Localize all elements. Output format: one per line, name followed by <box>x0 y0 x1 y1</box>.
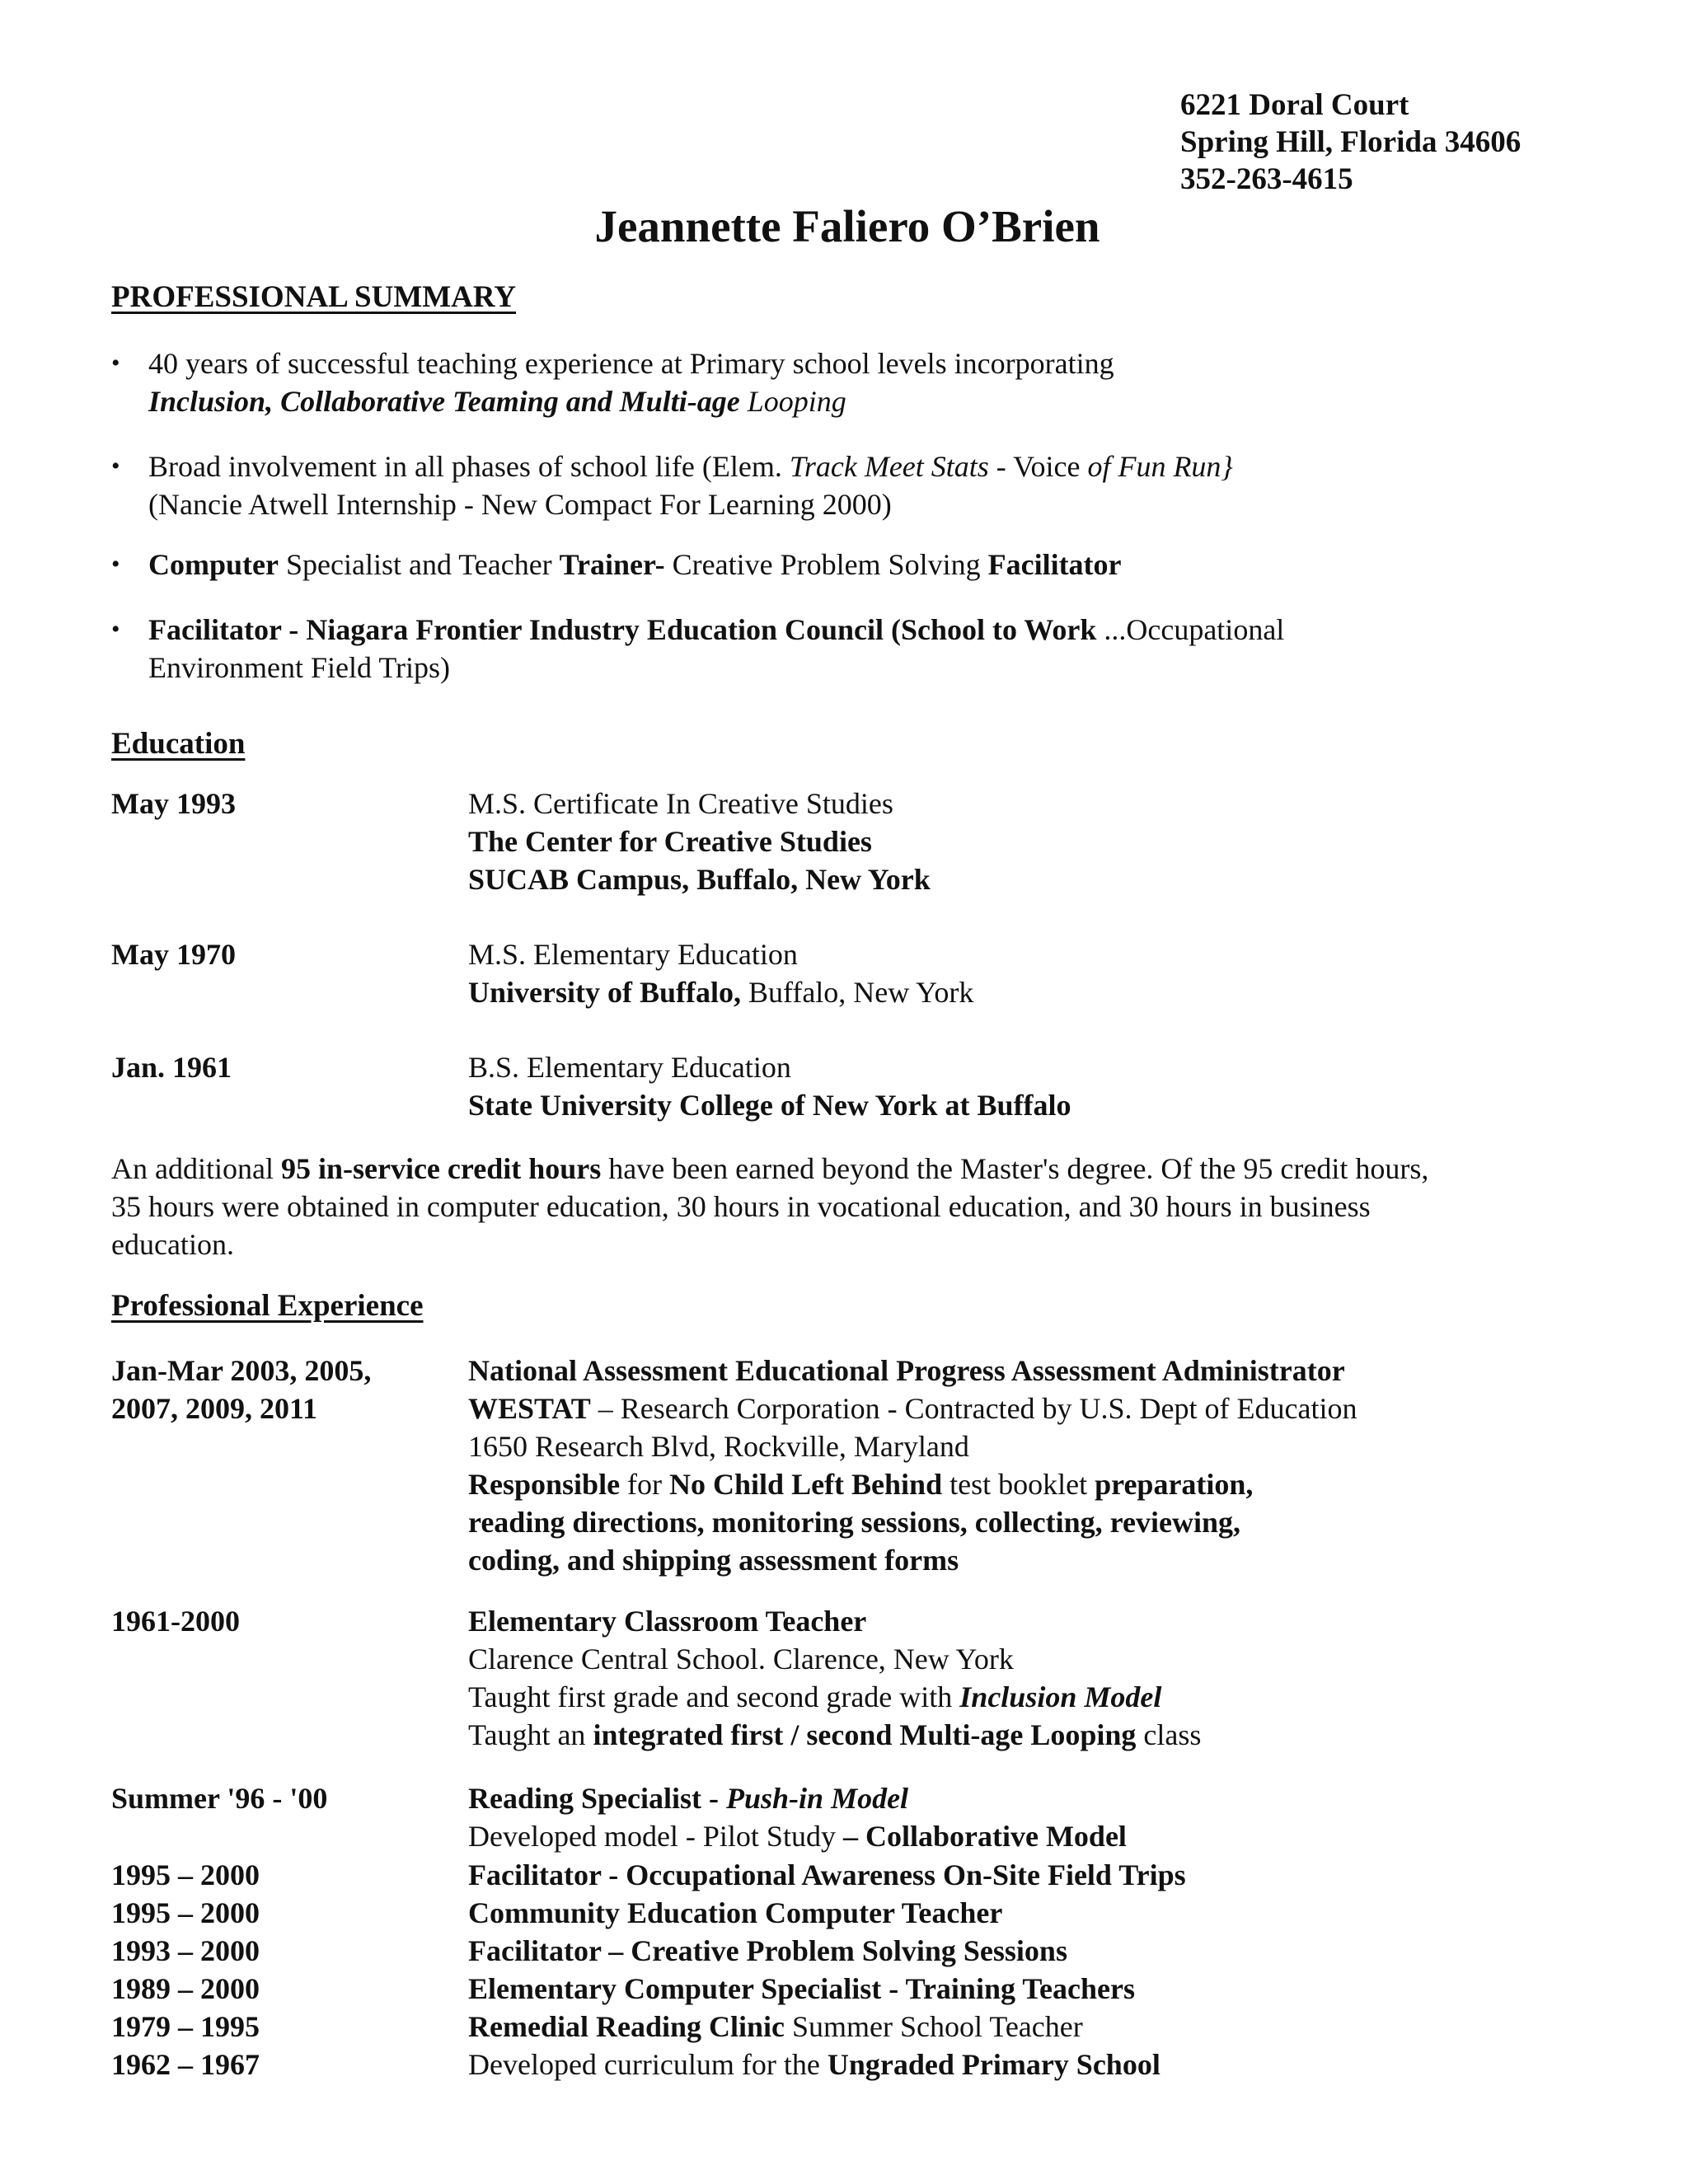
experience-text: Taught first grade and second grade with <box>468 1680 960 1713</box>
experience-title: Remedial Reading Clinic <box>468 2010 785 2043</box>
experience-date <box>111 1352 457 1427</box>
note-text: have been earned beyond the Master's degree. Of the 95 credit hours, <box>601 1152 1429 1185</box>
summary-text: Broad involvement in all phases of school life (Elem. <box>148 450 790 483</box>
education-degree: M.S. Certificate In Creative Studies <box>468 787 893 820</box>
experience-text: Clarence Central School. Clarence, New York <box>468 1643 1014 1675</box>
experience-text: for <box>620 1468 670 1501</box>
education-heading: Education <box>111 727 246 761</box>
summary-strong: Facilitator <box>987 548 1122 581</box>
experience-text: Developed curriculum for the <box>468 2048 828 2081</box>
experience-strong: No Child Left Behind <box>669 1468 943 1501</box>
note-strong: 95 in-service credit hours <box>280 1152 602 1185</box>
address-street: 6221 Doral Court <box>1180 88 1409 122</box>
summary-emphasis: Looping <box>739 385 846 418</box>
education-location: SUCAB Campus, Buffalo, New York <box>468 863 931 896</box>
education-institution: University of Buffalo, <box>468 976 741 1009</box>
education-location: Buffalo, New York <box>740 976 974 1009</box>
education-details <box>468 1048 1589 1124</box>
summary-text: Creative Problem Solving <box>664 548 988 581</box>
summary-text: (Nancie Atwell Internship - New Compact For Learning 2000) <box>148 488 892 521</box>
phone-number: 352-263-4615 <box>1180 162 1353 196</box>
summary-text: • 40 years of successful teaching experience at Primary school levels incorporating <box>148 347 1114 380</box>
summary-list <box>111 344 1595 714</box>
experience-strong: Responsible <box>468 1468 621 1501</box>
note-text: education. <box>111 1228 234 1261</box>
education-date: May 1993 <box>111 787 236 820</box>
education-institution: The Center for Creative Studies <box>468 825 872 858</box>
summary-item <box>111 344 1595 420</box>
experience-text: 1650 Research Blvd, Rockville, Maryland <box>468 1430 969 1463</box>
summary-item <box>111 448 1595 523</box>
summary-heading: PROFESSIONAL SUMMARY <box>111 280 517 314</box>
summary-text: Environment Field Trips) <box>148 651 451 684</box>
experience-text: Taught an <box>468 1718 593 1751</box>
experience-title: National Assessment Educational Progress Assessment Administrator <box>468 1354 1345 1387</box>
note-text: An additional <box>111 1152 281 1185</box>
summary-item <box>111 546 1595 583</box>
experience-date-line: Jan-Mar 2003, 2005, <box>111 1354 372 1387</box>
experience-emphasis: Push-in Model <box>726 1782 909 1815</box>
education-date: Jan. 1961 <box>111 1051 232 1084</box>
summary-strong: Computer <box>148 548 279 581</box>
name-text: Jeannette Faliero O’Brien <box>594 201 1100 251</box>
experience-title: Reading Specialist - <box>468 1782 727 1815</box>
experience-emphasis: Inclusion Model <box>959 1680 1162 1713</box>
summary-strong: Trainer- <box>559 548 665 581</box>
experience-date: 1995 – 2000 <box>111 1858 260 1891</box>
summary-emphasis: of Fun Run} <box>1087 450 1233 483</box>
experience-title: Facilitator - Occupational Awareness On-Site Field Trips <box>468 1858 1186 1891</box>
experience-date: Summer '96 - '00 <box>111 1782 328 1815</box>
summary-emphasis: Track Meet Stats <box>789 450 989 483</box>
experience-org: WESTAT <box>468 1392 591 1425</box>
experience-title: Facilitator – Creative Problem Solving Sessions <box>468 1934 1067 1967</box>
experience-heading: Professional Experience <box>111 1289 424 1323</box>
experience-title: Ungraded Primary School <box>827 2048 1160 2081</box>
summary-text: Specialist and Teacher <box>278 548 560 581</box>
contact-address-block <box>1180 87 1521 198</box>
experience-strong: integrated first / second Multi-age Looping <box>593 1718 1137 1751</box>
education-institution: State University College of New York at Buffalo <box>468 1089 1071 1122</box>
note-text: 35 hours were obtained in computer education, 30 hours in vocational education, and 30 hours in business <box>111 1190 1371 1223</box>
experience-strong: coding, and shipping assessment forms <box>468 1544 959 1577</box>
experience-title: Community Education Computer Teacher <box>468 1896 1003 1929</box>
summary-emphasis: Inclusion, Collaborative Teaming and Multi-age <box>148 385 740 418</box>
experience-title: Elementary Computer Specialist - Training Teachers <box>468 1972 1135 2005</box>
experience-details <box>468 1352 1589 1579</box>
education-details <box>468 785 1589 898</box>
experience-date: 1962 – 1967 <box>111 2048 260 2081</box>
experience-text: – Research Corporation - Contracted by U.S. Dept of Education <box>590 1392 1357 1425</box>
experience-strong: – Collaborative Model <box>842 1820 1127 1853</box>
experience-text: Summer School Teacher <box>785 2010 1083 2043</box>
education-date: May 1970 <box>111 938 236 971</box>
summary-item <box>111 611 1595 687</box>
summary-strong: Facilitator - Niagara Frontier Industry Education Council (School to Work <box>148 613 1097 646</box>
education-details <box>468 935 1589 1011</box>
experience-details <box>468 1602 1589 1754</box>
experience-title: Elementary Classroom Teacher <box>468 1605 867 1638</box>
experience-date-line: 2007, 2009, 2011 <box>111 1392 318 1425</box>
experience-strong: preparation, <box>1095 1468 1254 1501</box>
address-city: Spring Hill, Florida 34606 <box>1180 125 1522 159</box>
experience-text: Developed model - Pilot Study <box>468 1820 843 1853</box>
summary-text: - Voice <box>988 450 1088 483</box>
experience-date: 1961-2000 <box>111 1605 240 1638</box>
experience-strong: reading directions, monitoring sessions, collecting, reviewing, <box>468 1506 1240 1539</box>
education-note <box>111 1150 1578 1263</box>
experience-date: 1993 – 2000 <box>111 1934 260 1967</box>
experience-text: class <box>1136 1718 1202 1751</box>
experience-details <box>468 1779 1589 1855</box>
experience-date: 1989 – 2000 <box>111 1972 260 2005</box>
education-degree: M.S. Elementary Education <box>468 938 798 971</box>
experience-text: test booklet <box>942 1468 1095 1501</box>
resume-name <box>0 199 1688 254</box>
education-degree: B.S. Elementary Education <box>468 1051 791 1084</box>
experience-date: 1995 – 2000 <box>111 1896 260 1929</box>
experience-date: 1979 – 1995 <box>111 2010 260 2043</box>
summary-text: ...Occupational <box>1096 613 1285 646</box>
